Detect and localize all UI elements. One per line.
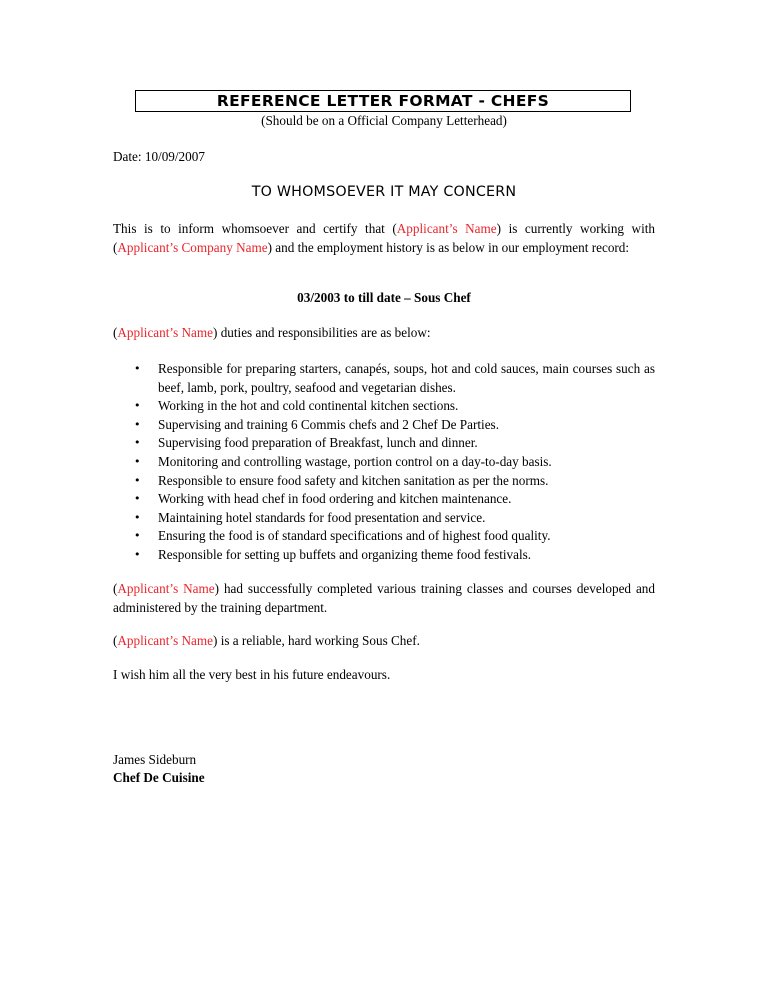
bullet-icon: • xyxy=(134,547,141,561)
duties-list xyxy=(113,360,655,565)
list-item xyxy=(113,453,655,472)
intro-text-1: This is to inform whomsoever and certify that ( xyxy=(113,221,397,236)
training-text-1: ( xyxy=(113,581,118,596)
list-item xyxy=(113,527,655,546)
bullet-icon: • xyxy=(134,399,141,413)
position-heading: 03/2003 to till date – Sous Chef xyxy=(297,290,471,305)
bullet-icon: • xyxy=(134,417,141,431)
reliable-paragraph xyxy=(113,632,655,651)
bullet-icon: • xyxy=(134,473,141,487)
duties-intro-paragraph xyxy=(113,324,655,343)
intro-text-3: ) and the employment history is as below in our employment record: xyxy=(267,239,630,255)
signatory-name: James Sideburn xyxy=(113,752,197,767)
duty-text: Working in the hot and cold continental kitchen sections. xyxy=(158,398,459,414)
duty-text: Working with head chef in food ordering and kitchen maintenance. xyxy=(158,491,512,507)
intro-paragraph xyxy=(113,220,655,257)
reliable-text-2: ) is a reliable, hard working Sous Chef. xyxy=(213,633,420,648)
letter-date: Date: 10/09/2007 xyxy=(113,149,205,164)
list-item xyxy=(113,397,655,416)
applicant-name-placeholder: Applicant’s Name xyxy=(117,633,213,648)
duty-text: Supervising food preparation of Breakfast, lunch and dinner. xyxy=(158,435,478,451)
duty-text: Ensuring the food is of standard specifications and of highest food quality. xyxy=(158,528,551,544)
training-paragraph xyxy=(113,580,655,617)
list-item xyxy=(113,416,655,435)
duty-text: Maintaining hotel standards for food presentation and service. xyxy=(158,509,486,525)
company-name-placeholder: Applicant’s Company Name xyxy=(117,239,268,255)
bullet-icon: • xyxy=(134,362,141,375)
applicant-name-placeholder: Applicant’s Name xyxy=(396,221,497,236)
duty-text: Monitoring and controlling wastage, portion control on a day-to-day basis. xyxy=(158,453,552,469)
list-item xyxy=(113,434,655,453)
duties-intro-text-2: ) duties and responsibilities are as below: xyxy=(213,325,431,340)
salutation: TO WHOMSOEVER IT MAY CONCERN xyxy=(251,184,517,200)
list-item xyxy=(113,490,655,509)
bullet-icon: • xyxy=(134,529,141,543)
applicant-name-placeholder: Applicant’s Name xyxy=(117,581,215,596)
duties-intro-text-1: ( xyxy=(113,325,118,340)
duty-text: Responsible for setting up buffets and organizing theme food festivals. xyxy=(158,546,532,562)
list-item xyxy=(113,472,655,491)
applicant-name-placeholder: Applicant’s Name xyxy=(117,325,213,340)
bullet-icon: • xyxy=(134,454,141,468)
duty-text: Responsible to ensure food safety and kitchen sanitation as per the norms. xyxy=(158,472,549,488)
bullet-icon: • xyxy=(134,436,141,450)
closing-paragraph: I wish him all the very best in his future endeavours. xyxy=(113,667,391,682)
duty-text: Supervising and training 6 Commis chefs and 2 Chef De Parties. xyxy=(158,416,499,432)
letterhead-note: (Should be on a Official Company Letterhead) xyxy=(261,113,507,128)
list-item xyxy=(113,360,655,397)
bullet-icon: • xyxy=(134,510,141,524)
list-item xyxy=(113,546,655,565)
bullet-icon: • xyxy=(134,492,141,506)
signatory-title: Chef De Cuisine xyxy=(113,770,205,785)
duty-text: Responsible for preparing starters, canapés, soups, hot and cold sauces, main courses such as beef, lamb, pork, poultry, seafood and vegetarian dishes. xyxy=(158,361,655,395)
document-title: REFERENCE LETTER FORMAT - CHEFS xyxy=(135,90,631,112)
intro-text-2: ) is currently working with ( xyxy=(113,221,655,255)
list-item xyxy=(113,509,655,528)
reliable-text-1: ( xyxy=(113,633,118,648)
training-text-2: ) had successfully completed various training classes and courses developed and administered by the training department. xyxy=(113,581,655,615)
